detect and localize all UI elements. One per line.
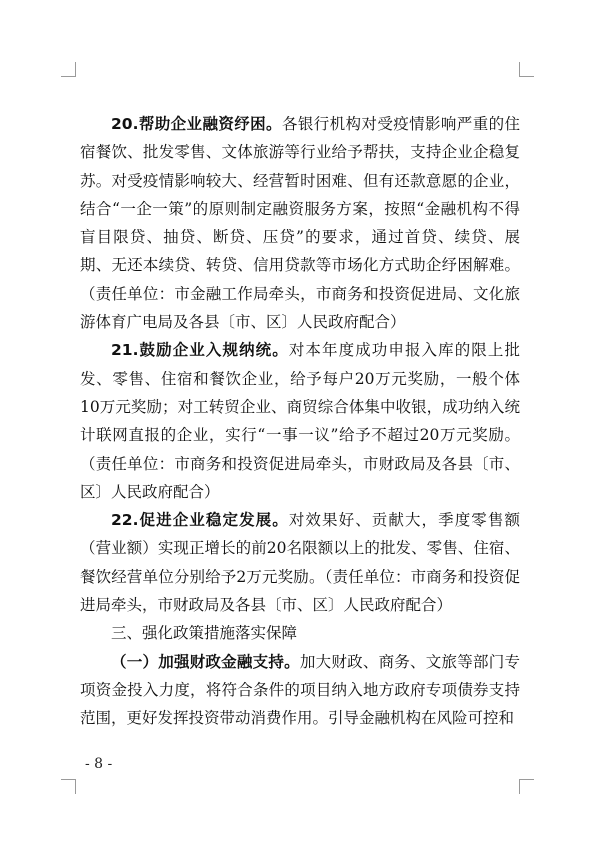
paragraph-22: [80, 506, 520, 619]
subsection-text: 加大财政、商务、文旅等部门专项资金投入力度，将符合条件的项目纳入地方政府专项债券支持范围，更好发挥投资带动消费作用。引导金融机构在风险可控和: [80, 652, 520, 728]
crop-mark-top-right: [519, 62, 534, 77]
paragraph-heading: 22.促进企业稳定发展。: [111, 511, 289, 530]
subsection-paragraph: [80, 648, 520, 733]
paragraph-text: 对本年度成功申报入库的限上批发、零售、住宿和餐饮企业，给予每户20万元奖励，一般个体10万元奖励；对工转贸企业、商贸综合体集中收银，成功纳入统计联网直报的企业，实行“一事一议”给予不超过20万元奖励。（责任单位：市商务和投资促进局牵头，市财政局及各县〔市、区〕人民政府配合）: [80, 341, 520, 501]
document-body: [80, 110, 520, 733]
paragraph-heading: 20.帮助企业融资纾困。: [111, 115, 282, 133]
paragraph-20: [80, 110, 520, 336]
subsection-heading: （一）加强财政金融支持。: [111, 652, 300, 671]
paragraph-heading: 21.鼓励企业入规纳统。: [111, 341, 289, 360]
crop-mark-bottom-right: [519, 779, 534, 794]
crop-mark-bottom-left: [61, 779, 76, 794]
page-number: - 8 -: [85, 756, 113, 772]
paragraph-text: 对效果好、贡献大，季度零售额（营业额）实现正增长的前20名限额以上的批发、零售、住宿、餐饮经营单位分别给予2万元奖励。（责任单位：市商务和投资促进局牵头，市财政局及各县〔市、区〕人民政府配合）: [80, 511, 520, 615]
section-title: 三、强化政策措施落实保障: [111, 624, 298, 643]
paragraph-21: [80, 336, 520, 506]
paragraph-text: 各银行机构对受疫情影响严重的住宿餐饮、批发零售、文体旅游等行业给予帮扶，支持企业企稳复苏。对受疫情影响较大、经营暂时困难、但有还款意愿的企业，结合“一企一策”的原则制定融资服务方案，按照“金融机构不得盲目限贷、抽贷、断贷、压贷”的要求，通过首贷、续贷、展期、无还本续贷、转贷、信用贷款等市场化方式助企纾困解难。（责任单位：市金融工作局牵头，市商务和投资促进局、文化旅游体育广电局及各县〔市、区〕人民政府配合）: [80, 115, 520, 332]
crop-mark-top-left: [61, 62, 76, 77]
